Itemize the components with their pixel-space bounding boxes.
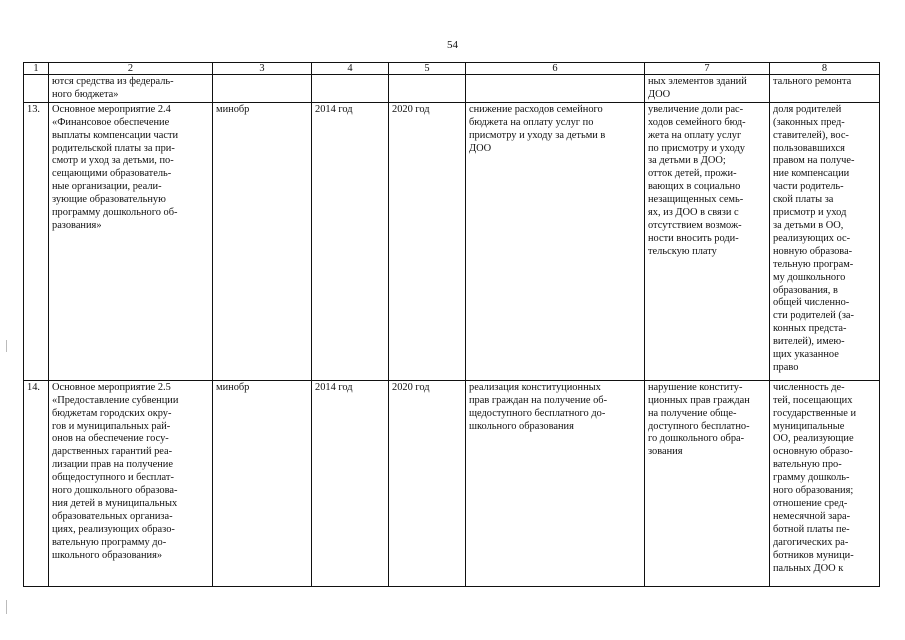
name-cell: ются средства из федераль- ного бюджета» — [49, 75, 213, 103]
number-cell: 14. — [24, 380, 49, 586]
consequences-cell: увеличение доли рас- ходов семейного бюд- жета на оплату услуг по присмотру и уходу за детьми в ДОО; отток детей, прожи- вающих в социально незащищенных семь- ях, из ДОО в связи с отсутствием возмож- ности вносить роди- тельскую плату — [645, 102, 770, 380]
result-cell: реализация конституционных прав граждан на получение об- щедоступного бесплатного до- школьного образования — [466, 380, 645, 586]
name-cell: Основное мероприятие 2.4 «Финансовое обеспечение выплаты компенсации части родительской платы за при- смотр и уход за детьми, по- сещающими образователь- ные организации, реали- зующие образовательную программу дошкольного об- разования» — [49, 102, 213, 380]
header-cell: 8 — [770, 63, 880, 75]
header-cell: 4 — [312, 63, 389, 75]
table-row — [24, 102, 880, 380]
header-cell: 3 — [213, 63, 312, 75]
number-cell — [24, 75, 49, 103]
start-cell: 2014 год — [312, 380, 389, 586]
name-cell: Основное мероприятие 2.5 «Предоставление субвенции бюджетам городских окру- гов и муниципальных рай- онов на обеспечение госу- дарственных гарантий реа- лизации прав на получение общедоступного и бесплат- ного дошкольного образова- ния детей в муниципальных образовательных организа- циях, реализующих образо- вательную программу до- школьного образования» — [49, 380, 213, 586]
page-number: 54 — [447, 39, 458, 51]
header-row — [24, 63, 880, 75]
result-cell — [466, 75, 645, 103]
consequences-cell: ных элементов зданий ДОО — [645, 75, 770, 103]
start-cell: 2014 год — [312, 102, 389, 380]
indicator-cell: численность де- тей, посещающих государственные и муниципальные ОО, реализующие основную образо- вательную про- грамму дошколь- ного образования; отношение сред- немесячной зара- ботной платы пе- дагогических ра- ботников муници- пальных ДОО к — [770, 380, 880, 586]
consequences-cell: нарушение конститу- ционных прав граждан на получение обще- доступного бесплатно- го дошкольного обра- зования — [645, 380, 770, 586]
continuation-row — [24, 75, 880, 103]
end-cell: 2020 год — [389, 380, 466, 586]
table-row — [24, 380, 880, 586]
executor-cell: минобр — [213, 380, 312, 586]
header-cell: 6 — [466, 63, 645, 75]
measures-table — [23, 62, 880, 587]
header-cell: 2 — [49, 63, 213, 75]
header-cell: 1 — [24, 63, 49, 75]
end-cell: 2020 год — [389, 102, 466, 380]
end-cell — [389, 75, 466, 103]
executor-cell: минобр — [213, 102, 312, 380]
scan-edge-mark — [6, 340, 7, 352]
header-cell: 7 — [645, 63, 770, 75]
header-cell: 5 — [389, 63, 466, 75]
scan-edge-mark — [6, 600, 7, 614]
result-cell: снижение расходов семейного бюджета на оплату услуг по присмотру и уходу за детьми в ДОО — [466, 102, 645, 380]
indicator-cell: доля родителей (законных пред- ставителей), вос- пользовавшихся правом на получе- ние компенсации части родитель- ской платы за присмотр и уход за детьми в ОО, реализующих ос- новную образова- тельную програм- му дошкольного образования, в общей численно- сти родителей (за- конных предста- вителей), имею- щих указанное право — [770, 102, 880, 380]
indicator-cell: тального ремонта — [770, 75, 880, 103]
start-cell — [312, 75, 389, 103]
executor-cell — [213, 75, 312, 103]
number-cell: 13. — [24, 102, 49, 380]
